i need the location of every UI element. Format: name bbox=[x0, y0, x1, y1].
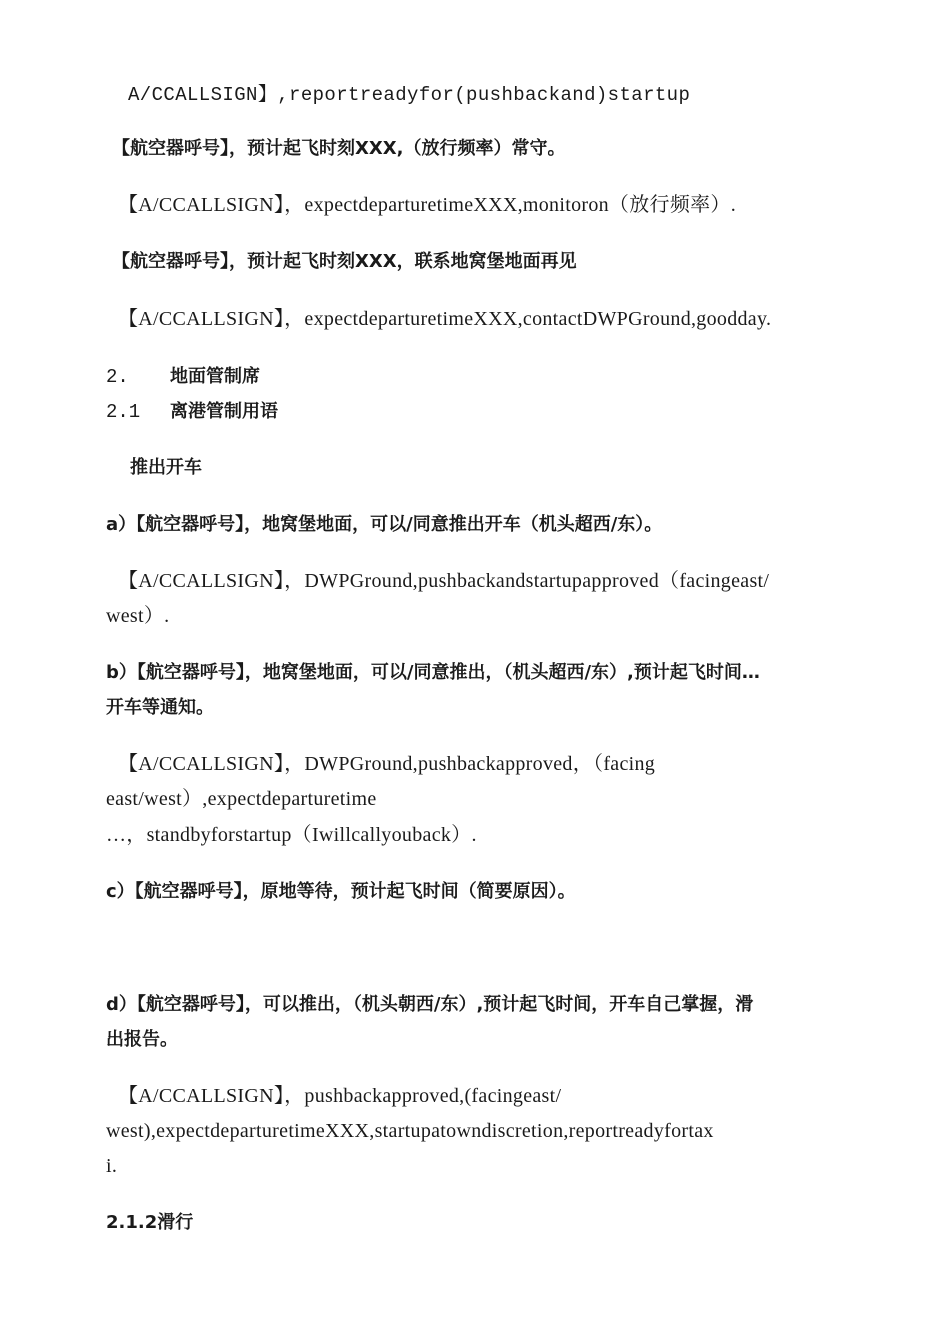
item-b-cn-line2: 开车等通知。 bbox=[106, 697, 214, 718]
item-a-cn: a）【航空器呼号】，地窝堡地面，可以/同意推出开车（机头超西/东）。 bbox=[106, 514, 663, 535]
item-b-en-line1: 【A/CCALLSIGN】，DWPGround,pushbackapproved，（facing bbox=[118, 753, 656, 775]
departure-time-phrase-cn: 【航空器呼号】，预计起飞时刻XXX,（放行频率）常守。 bbox=[112, 138, 566, 159]
section-2-title: 地面管制席 bbox=[170, 366, 260, 387]
contact-ground-phrase-cn: 【航空器呼号】，预计起飞时刻XXX，联系地窝堡地面再见 bbox=[112, 251, 577, 272]
departure-time-phrase-en: 【A/CCALLSIGN】，expectdeparturetimeXXX,monitoron（放行频率）. bbox=[118, 194, 737, 216]
item-a-en-line1: 【A/CCALLSIGN】，DWPGround,pushbackandstartupapproved（facingeast/ bbox=[118, 570, 770, 592]
item-c-en bbox=[162, 936, 942, 962]
section-2-1-title: 离港管制用语 bbox=[170, 401, 278, 422]
item-d-en-line2: west),expectdeparturetimeXXX,startupatowndiscretion,reportreadyfortax bbox=[106, 1120, 714, 1142]
item-a-en-line2: west）. bbox=[106, 605, 170, 627]
startup-report-phrase-en: A/CCALLSIGN】,reportreadyfor(pushbackand)startup bbox=[128, 84, 691, 106]
contact-ground-phrase-en: 【A/CCALLSIGN】，expectdeparturetimeXXX,contactDWPGround,goodday. bbox=[118, 308, 772, 330]
section-2-1-2-heading: 2.1.2滑行 bbox=[106, 1212, 194, 1233]
section-2-1-heading bbox=[106, 398, 886, 425]
item-d-en-line1: 【A/CCALLSIGN】，pushbackapproved,(facingeast/ bbox=[118, 1085, 562, 1107]
item-b-cn-line1: b）【航空器呼号】，地窝堡地面，可以/同意推出，（机头超西/东）,预计起飞时间… bbox=[106, 662, 760, 683]
item-d-en-line3: i. bbox=[106, 1155, 118, 1177]
section-2-number: 2. bbox=[106, 366, 129, 388]
section-2-1-number: 2.1 bbox=[106, 401, 141, 423]
item-b-en-line2: east/west）,expectdeparturetime bbox=[106, 788, 377, 810]
section-2-heading bbox=[106, 363, 886, 390]
item-d-cn-line2: 出报告。 bbox=[106, 1029, 178, 1050]
item-c-cn: c）【航空器呼号】，原地等待，预计起飞时间（简要原因）。 bbox=[106, 881, 576, 902]
item-b-en-line3: …，standbyforstartup（Iwillcallyouback）. bbox=[106, 824, 477, 846]
item-d-cn-line1: d）【航空器呼号】，可以推出，（机头朝西/东）,预计起飞时间，开车自己掌握，滑 bbox=[106, 994, 754, 1015]
pushback-startup-heading: 推出开车 bbox=[130, 457, 202, 478]
